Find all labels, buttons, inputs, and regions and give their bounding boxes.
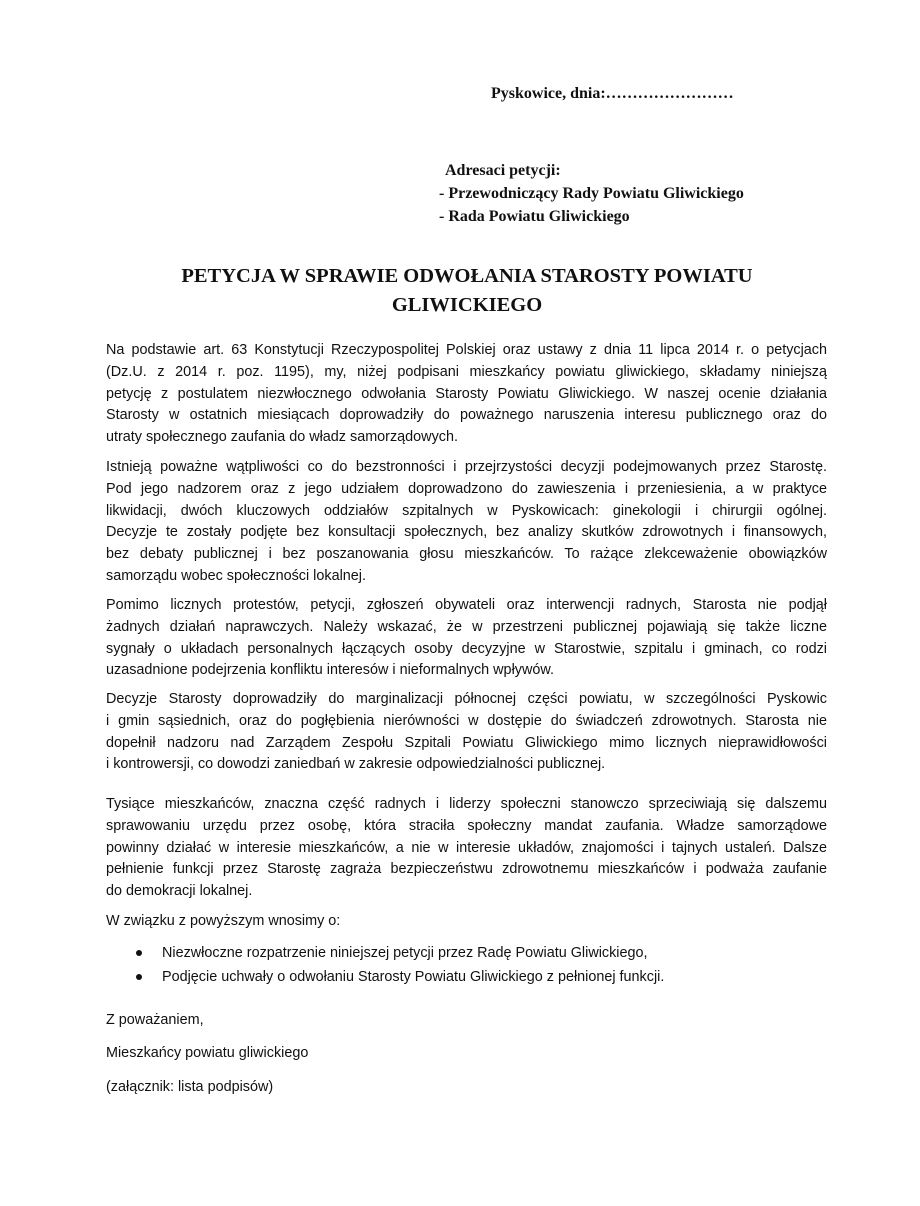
paragraph-line: Starosty w ostatnich miesiącach doprowadziły do poważnego naruszenia interesu publicznego oraz do <box>106 407 827 424</box>
bullet-icon <box>136 974 142 980</box>
paragraph-line: Pod jego nadzorem oraz z jego udziałem doprowadzono do zawieszenia i przeniesienia, a w praktyce <box>106 480 827 497</box>
paragraph-line: sygnały o układach personalnych łączących osoby decyzyjne w Starostwie, szpitalu i gminach, co rodzi <box>106 640 827 657</box>
paragraph-line: petycję z postulatem niezwłocznego odwołania Starosty Powiatu Gliwickiego. W naszej ocenie działania <box>106 385 827 402</box>
addressee-item: - Przewodniczący Rady Powiatu Gliwickiego <box>439 185 744 202</box>
paragraph-line: Na podstawie art. 63 Konstytucji Rzeczypospolitej Polskiej oraz ustawy z dnia 11 lipca 2014 r. o petycjach <box>106 342 827 358</box>
requests-intro: W związku z powyższym wnosimy o: <box>106 913 341 929</box>
paragraph-line: Pomimo licznych protestów, petycji, zgłoszeń obywateli oraz interwencji radnych, Starosta nie podjął <box>106 597 827 613</box>
bullet-icon <box>136 950 142 956</box>
paragraph-line: (Dz.U. z 2014 r. poz. 1195), my, niżej podpisani mieszkańcy powiatu gliwickiego, składamy niniejszą <box>106 363 827 380</box>
paragraph-line: likwidacji, dwóch kluczowych oddziałów szpitalnych w Pyskowicach: ginekologii i chirurgii ogólnej. <box>106 502 827 519</box>
paragraph-line: pełnienie funkcji przez Starostę zagraża bezpieczeństwu zdrowotnemu mieszkańców i podważa zaufanie <box>106 861 827 878</box>
title-line: GLIWICKIEGO <box>391 294 543 316</box>
paragraph-line: sprawowaniu urzędu przez osobę, która straciła społeczny mandat zaufania. Władze samorządowe <box>106 817 827 834</box>
addressees-heading: Adresaci petycji: <box>445 162 561 179</box>
paragraph-line: powinny działać w interesie mieszkańców, a nie w interesie układów, znajomości i tajnych ustaleń. Dalsze <box>106 839 827 856</box>
paragraph-legal-basis <box>106 340 827 449</box>
document-title <box>106 262 828 320</box>
paragraph-line: Tysiące mieszkańców, znaczna część radnych i liderzy społeczni stanowczo sprzeciwiają się dalszemu <box>106 796 827 812</box>
addressee-item: - Rada Powiatu Gliwickiego <box>439 208 630 225</box>
paragraph-line: do demokracji lokalnej. <box>106 883 253 900</box>
signature-line: Mieszkańcy powiatu gliwickiego <box>106 1045 309 1061</box>
list-item <box>136 965 664 989</box>
closing-greeting: Z poważaniem, <box>106 1012 204 1028</box>
paragraph-line: Decyzje te zostały podjęte bez konsultacji społecznych, bez analizy skutków zdrowotnych i finansowych, <box>106 524 827 541</box>
paragraph-line: i gmin sąsiednich, oraz do pogłębienia nierówności w dostępie do świadczeń zdrowotnych. Starosta nie <box>106 712 827 729</box>
paragraph-line: Istnieją poważne wątpliwości co do bezstronności i przejrzystości decyzji podejmowanych przez Starostę. <box>106 459 827 475</box>
paragraph-line: i kontrowersji, co dowodzi zaniedbań w zakresie odpowiedzialności publicznej. <box>106 756 606 773</box>
title-line: PETYCJA W SPRAWIE ODWOŁANIA STAROSTY POWIATU <box>181 265 753 287</box>
paragraph-line: Decyzje Starosty doprowadziły do marginalizacji północnej części powiatu, w szczególności Pyskowic <box>106 691 827 707</box>
attachment-note: (załącznik: lista podpisów) <box>106 1079 274 1095</box>
paragraph-line: żadnych działań naprawczych. Należy wskazać, że w przestrzeni publicznej pojawiają się także liczne <box>106 618 827 635</box>
request-text: Niezwłoczne rozpatrzenie niniejszej petycji przez Radę Powiatu Gliwickiego, <box>162 945 648 961</box>
addressees-block <box>439 159 744 228</box>
paragraph-line: dopełnił nadzoru nad Zarządem Zespołu Szpitali Powiatu Gliwickiego mimo licznych nieprawidłowości <box>106 734 827 751</box>
paragraph-line: utraty społecznego zaufania do władz samorządowych. <box>106 429 458 446</box>
list-item <box>136 941 664 965</box>
paragraph-residents-opposition <box>106 794 827 903</box>
requests-list <box>136 941 664 989</box>
paragraph-line: bez debaty publicznej i bez poszanowania głosu mieszkańców. To rażące zlekceważenie obowiązków <box>106 546 827 563</box>
paragraph-marginalization <box>106 689 827 776</box>
place-date-line: Pyskowice, dnia:…………………… <box>491 85 734 102</box>
request-text: Podjęcie uchwały o odwołaniu Starosty Powiatu Gliwickiego z pełnionej funkcji. <box>162 969 665 985</box>
paragraph-line: uzasadnione podejrzenia konfliktu interesów i nieformalnych wpływów. <box>106 662 554 679</box>
paragraph-line: samorządu wobec społeczności lokalnej. <box>106 567 366 584</box>
paragraph-hospital-decisions <box>106 457 827 588</box>
paragraph-protests <box>106 595 827 682</box>
